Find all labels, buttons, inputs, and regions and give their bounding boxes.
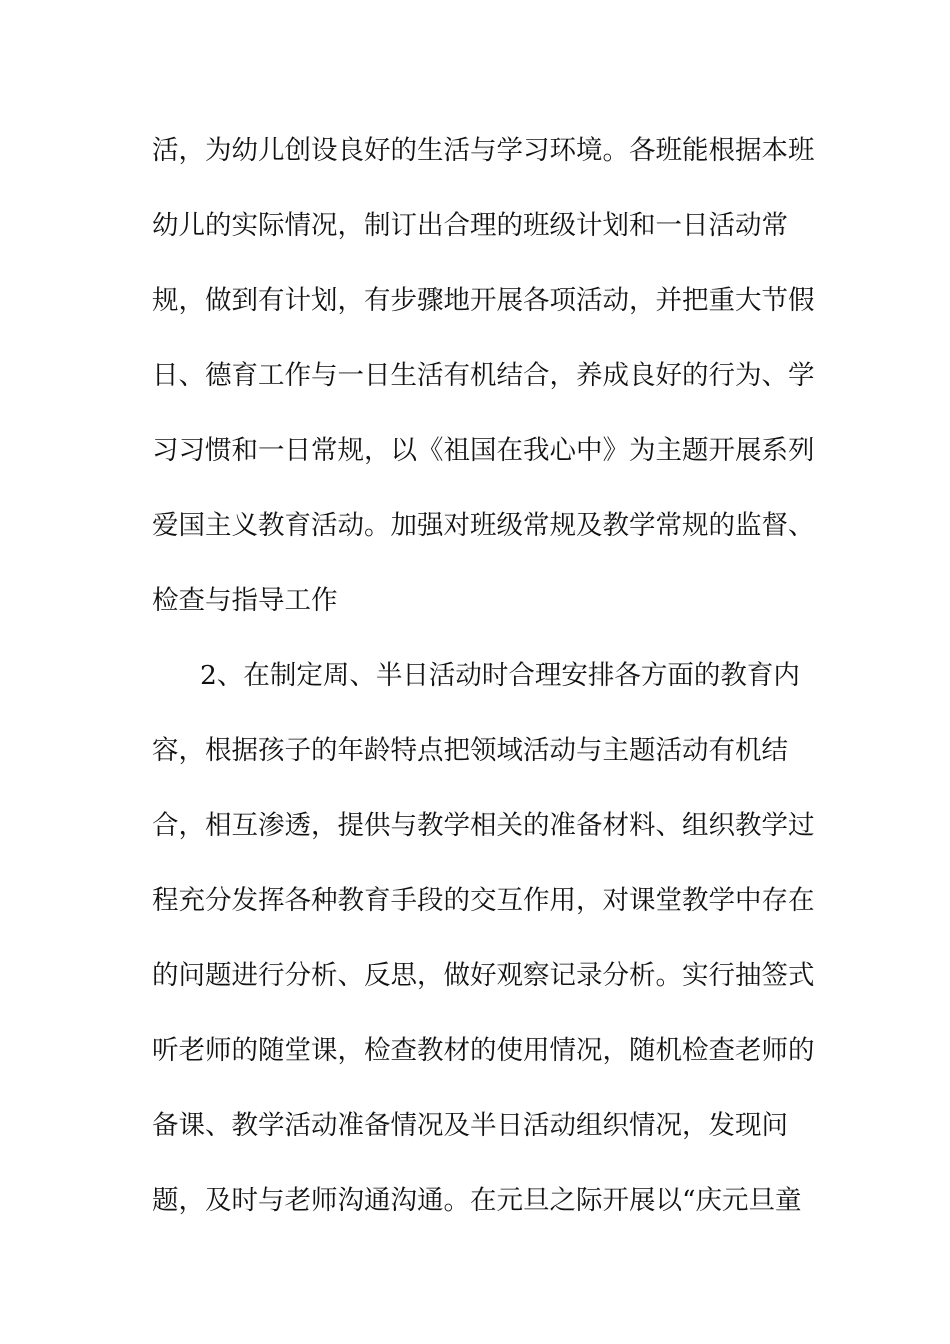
body-text [152,129,815,1254]
text-line: 习习惯和一日常规，以《祖国在我心中》为主题开展系列 [152,435,815,466]
text-line: 日、德育工作与一日生活有机结合，养成良好的行为、学 [152,360,815,391]
paragraph-start-line: 2、在制定周、半日活动时合理安排各方面的教育内 [200,660,800,691]
text-line: 幼儿的实际情况，制订出合理的班级计划和一日活动常 [152,210,788,241]
text-line: 备课、教学活动准备情况及半日活动组织情况，发现问 [152,1110,788,1141]
text-line: 规，做到有计划，有步骤地开展各项活动，并把重大节假 [152,285,815,316]
text-line: 题，及时与老师沟通沟通。在元旦之际开展以“庆元旦童 [152,1185,802,1216]
text-line: 听老师的随堂课，检查教材的使用情况，随机检查老师的 [152,1035,815,1066]
text-line: 检查与指导工作 [152,585,338,616]
text-line: 容，根据孩子的年龄特点把领域活动与主题活动有机结 [152,735,788,766]
text-line: 活，为幼儿创设良好的生活与学习环境。各班能根据本班 [152,135,815,166]
text-line: 的问题进行分析、反思，做好观察记录分析。实行抽签式 [152,960,815,991]
text-line: 程充分发挥各种教育手段的交互作用，对课堂教学中存在 [152,885,815,916]
text-line: 爱国主义教育活动。加强对班级常规及教学常规的监督、 [152,510,815,541]
text-line: 合，相互渗透，提供与教学相关的准备材料、组织教学过 [152,810,815,841]
